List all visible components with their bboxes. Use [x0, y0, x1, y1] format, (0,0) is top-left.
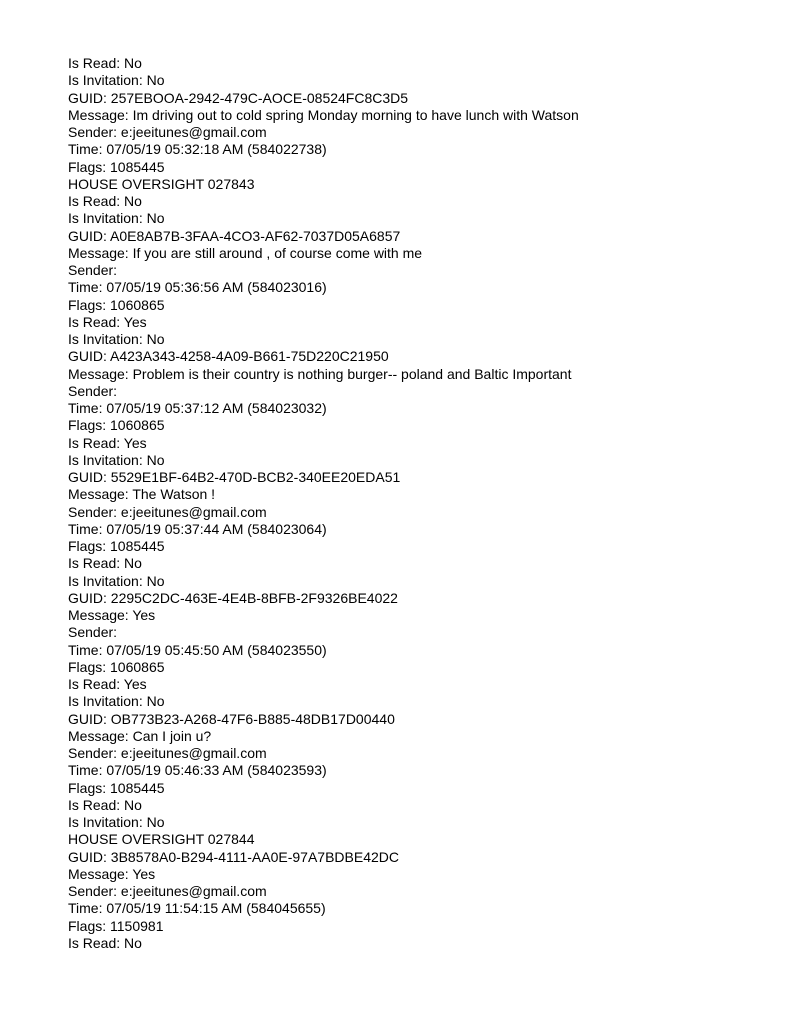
text-line: Is Invitation: No [68, 331, 165, 347]
text-line: Sender: [68, 624, 118, 641]
text-line: Is Invitation: No [68, 572, 165, 589]
text-line: Sender: e:jeeitunes@gmail.com [68, 124, 267, 140]
text-line: Flags: 1085445 [68, 538, 165, 554]
text-line: Flags: 1085445 [68, 158, 165, 175]
text-line: Time: 07/05/19 05:36:56 AM (584023016) [68, 279, 327, 296]
text-line: Flags: 1060865 [68, 296, 165, 313]
text-line: Is Invitation: No [68, 693, 165, 710]
text-line: Time: 07/05/19 05:32:18 AM (584022738) [68, 141, 327, 158]
text-line: Is Read: No [68, 555, 142, 572]
text-line: Sender: e:jeeitunes@gmail.com [68, 503, 267, 520]
text-line: Flags: 1150981 [68, 917, 164, 934]
bates-stamp: HOUSE OVERSIGHT 027844 [68, 831, 255, 848]
text-line: GUID: 5529E1BF-64B2-470D-BCB2-340EE20EDA51 [68, 469, 401, 485]
text-line: GUID: OB773B23-A268-47F6-B885-48DB17D00440 [68, 710, 395, 727]
text-line: Sender: [68, 382, 118, 399]
text-line: Flags: 1060865 [68, 658, 165, 675]
text-line: GUID: A423A343-4258-4A09-B661-75D220C21950 [68, 348, 389, 365]
text-line: GUID: 2295C2DC-463E-4E4B-8BFB-2F9326BE4022 [68, 589, 398, 606]
text-line: Message: Problem is their country is nothing burger-- poland and Baltic Important [68, 365, 572, 382]
text-line: Is Read: No [68, 934, 142, 951]
text-line: Message: If you are still around , of course come with me [68, 244, 423, 261]
document-page [68, 55, 768, 952]
text-line: Flags: 1060865 [68, 417, 165, 434]
text-line: Message: Yes [68, 865, 156, 882]
text-line: Is Read: Yes [68, 313, 147, 330]
text-line: Is Invitation: No [68, 72, 165, 89]
text-line: Time: 07/05/19 11:54:15 AM (584045655) [68, 900, 326, 917]
text-line: Is Invitation: No [68, 210, 165, 227]
text-line: Message: Yes [68, 607, 156, 623]
bates-stamp: HOUSE OVERSIGHT 027843 [68, 175, 255, 192]
text-line: Time: 07/05/19 05:45:50 AM (584023550) [68, 641, 327, 658]
text-line: Message: The Watson ! [68, 486, 216, 503]
text-line: Time: 07/05/19 05:37:12 AM (584023032) [68, 400, 327, 416]
text-line: Is Invitation: No [68, 451, 165, 468]
text-line: Message: Im driving out to cold spring Monday morning to have lunch with Watson [68, 106, 579, 123]
text-line: Is Read: No [68, 796, 142, 813]
text-line: Is Read: Yes [68, 676, 147, 692]
text-line: Sender: e:jeeitunes@gmail.com [68, 745, 267, 761]
text-line: Time: 07/05/19 05:46:33 AM (584023593) [68, 762, 327, 779]
text-line: Is Read: No [68, 55, 142, 71]
text-line: Message: Can I join u? [68, 727, 212, 744]
text-line: Flags: 1085445 [68, 779, 165, 796]
text-line: Sender: [68, 262, 118, 278]
text-line: GUID: 3B8578A0-B294-4111-AA0E-97A7BDBE42DC [68, 848, 399, 865]
text-line: GUID: 257EBOOA-2942-479C-AOCE-08524FC8C3D5 [68, 89, 409, 106]
text-line: Sender: e:jeeitunes@gmail.com [68, 883, 267, 899]
text-line: Is Read: No [68, 193, 142, 209]
text-line: Time: 07/05/19 05:37:44 AM (584023064) [68, 520, 327, 537]
text-line: Is Invitation: No [68, 814, 165, 830]
text-line: GUID: A0E8AB7B-3FAA-4CO3-AF62-7037D05A6857 [68, 227, 401, 244]
text-line: Is Read: Yes [68, 434, 147, 451]
